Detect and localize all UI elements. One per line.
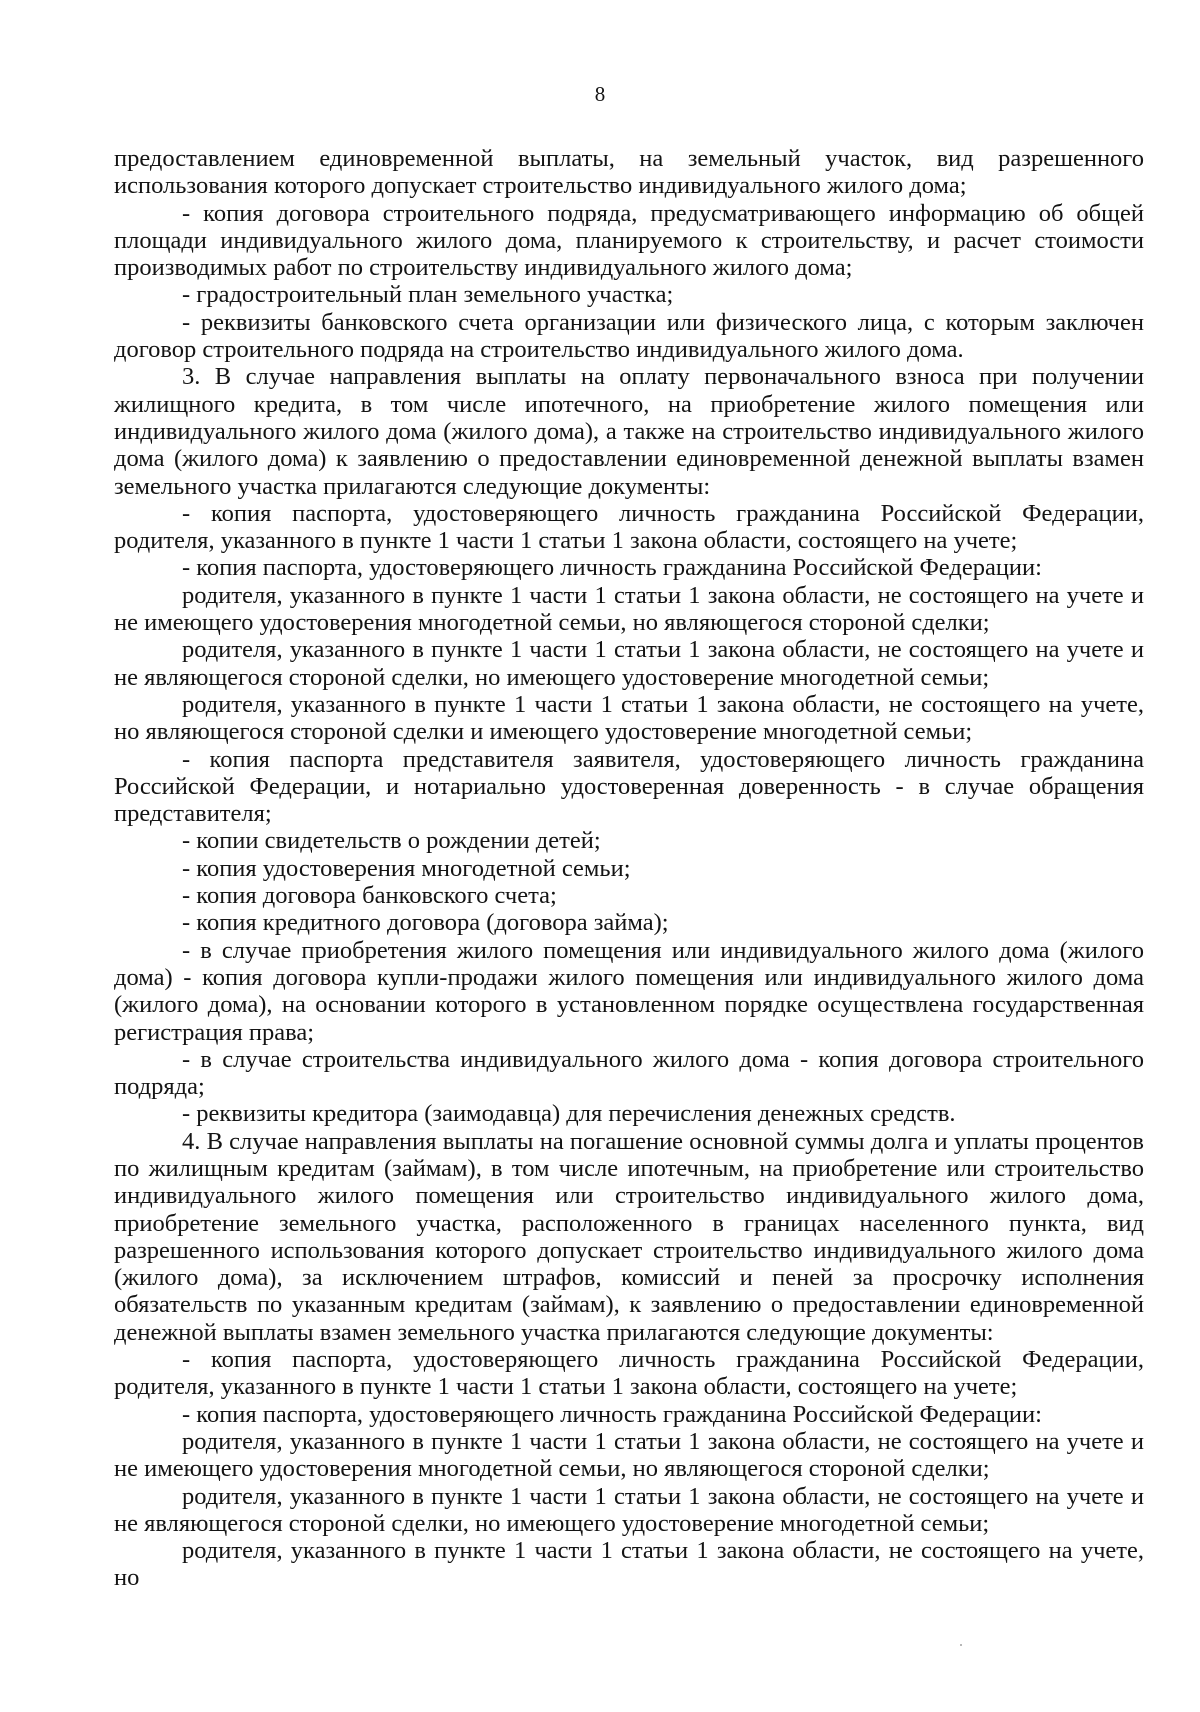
- list-item-passport-registered-parent-2: - копия паспорта, удостоверяющего личность гражданина Российской Федерации, родителя, указанного в пункте 1 части 1 статьи 1 закона области, состоящего на учете;: [114, 1346, 1144, 1401]
- clause-3: 3. В случае направления выплаты на оплату первоначального взноса при получении жилищного кредита, в том числе ипотечного, на приобретение жилого помещения или индивидуального жилого дома (жилого дома), а также на строительство индивидуального жилого дома (жилого дома) к заявлению о предоставлении единовременной денежной выплаты взамен земельного участка прилагаются следующие документы:: [114, 363, 1144, 500]
- sub-item-parent-party: родителя, указанного в пункте 1 части 1 статьи 1 закона области, не состоящего на учете и не имеющего удостоверения многодетной семьи, но являющегося стороной сделки;: [114, 581, 1144, 637]
- list-item-family-certificate: - копия удостоверения многодетной семьи;: [182, 854, 631, 882]
- list-item-birth-certificates: - копии свидетельств о рождении детей;: [182, 827, 601, 855]
- sub-item-parent-party-certificate: родителя, указанного в пункте 1 части 1 статьи 1 закона области, не состоящего на учете, но являющегося стороной сделки и имеющего удостоверение многодетной семьи;: [114, 690, 1144, 746]
- sub-item-parent-party-2: родителя, указанного в пункте 1 части 1 статьи 1 закона области, не состоящего на учете и не имеющего удостоверения многодетной семьи, но являющегося стороной сделки;: [114, 1427, 1144, 1483]
- list-item-passport-copy-2: - копия паспорта, удостоверяющего личность гражданина Российской Федерации:: [182, 1400, 1042, 1428]
- list-item-bank-details: - реквизиты банковского счета организации или физического лица, с которым заключен договор строительного подряда на строительство индивидуального жилого дома.: [114, 308, 1144, 364]
- sub-item-parent-party-certificate-2: родителя, указанного в пункте 1 части 1 статьи 1 закона области, не состоящего на учете, но: [114, 1537, 1144, 1592]
- list-item-bank-account-contract: - копия договора банковского счета;: [182, 882, 557, 910]
- list-item-construction-contract: - в случае строительства индивидуального жилого дома - копия договора строительного подряда;: [114, 1045, 1144, 1101]
- list-item-credit-contract: - копия кредитного договора (договора займа);: [182, 909, 669, 937]
- list-item-purchase-contract: - в случае приобретения жилого помещения или индивидуального жилого дома (жилого дома) - копия договора купли-продажи жилого помещения или индивидуального жилого дома (жилого дома), на основании которого в установленном порядке осуществлена государственная регистрация права;: [114, 936, 1144, 1046]
- page-number: 8: [594, 82, 606, 106]
- sub-item-parent-certificate: родителя, указанного в пункте 1 части 1 статьи 1 закона области, не состоящего на учете и не являющегося стороной сделки, но имеющего удостоверение многодетной семьи;: [114, 636, 1144, 691]
- scan-dot: [960, 1644, 962, 1646]
- document-body: [114, 145, 1144, 1592]
- clause-4: 4. В случае направления выплаты на погашение основной суммы долга и уплаты процентов по жилищным кредитам (займам), в том числе ипотечным, на приобретение или строительство индивидуального жилого помещения или строительство индивидуального жилого дома, приобретение земельного участка, расположенного в границах населенного пункта, вид разрешенного использования которого допускает строительство индивидуального жилого дома (жилого дома), за исключением штрафов, комиссий и пеней за просрочку исполнения обязательств по указанным кредитам (займам), к заявлению о предоставлении единовременной денежной выплаты взамен земельного участка прилагаются следующие документы:: [114, 1127, 1144, 1346]
- list-item-creditor-details: - реквизиты кредитора (заимодавца) для перечисления денежных средств.: [182, 1100, 956, 1128]
- list-item-urban-plan: - градостроительный план земельного участка;: [182, 281, 674, 309]
- list-item-passport-registered-parent: - копия паспорта, удостоверяющего личность гражданина Российской Федерации, родителя, указанного в пункте 1 части 1 статьи 1 закона области, состоящего на учете;: [114, 499, 1144, 555]
- paragraph-continuation: предоставлением единовременной выплаты, на земельный участок, вид разрешенного использования которого допускает строительство индивидуального жилого дома;: [114, 145, 1144, 200]
- list-item-passport-copy: - копия паспорта, удостоверяющего личность гражданина Российской Федерации:: [182, 554, 1042, 582]
- list-item-contract-copy: - копия договора строительного подряда, предусматривающего информацию об общей площади индивидуального жилого дома, планируемого к строительству, и расчет стоимости производимых работ по строительству индивидуального жилого дома;: [114, 199, 1144, 282]
- list-item-representative-passport: - копия паспорта представителя заявителя, удостоверяющего личность гражданина Российской Федерации, и нотариально удостоверенная доверенность - в случае обращения представителя;: [114, 745, 1144, 828]
- sub-item-parent-certificate-2: родителя, указанного в пункте 1 части 1 статьи 1 закона области, не состоящего на учете и не являющегося стороной сделки, но имеющего удостоверение многодетной семьи;: [114, 1482, 1144, 1537]
